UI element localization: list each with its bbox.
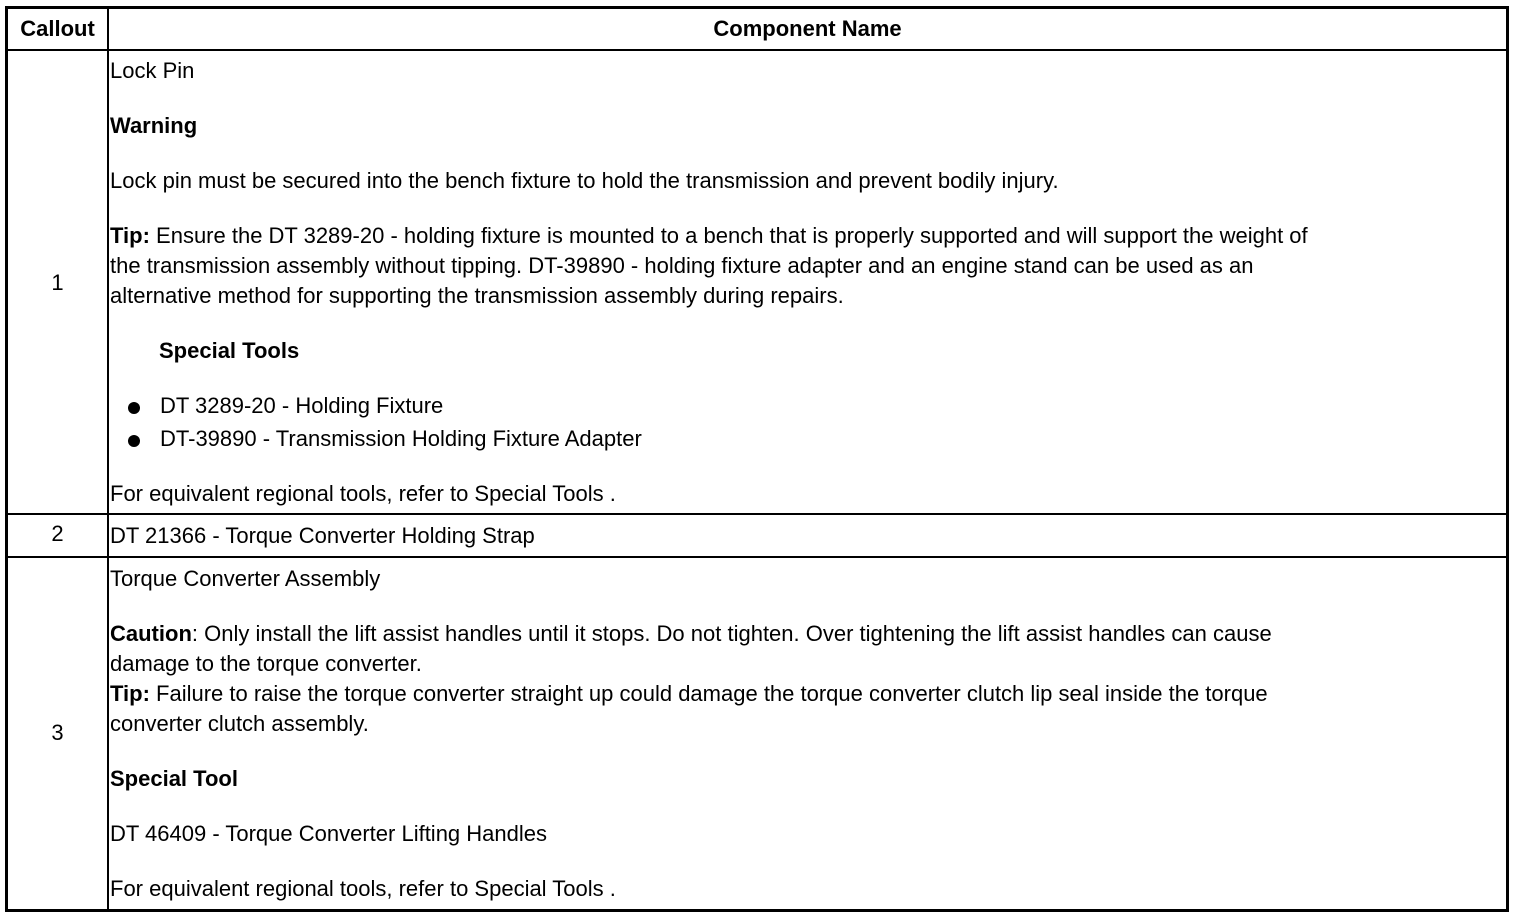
tip-line: converter clutch assembly.: [110, 711, 369, 736]
callout-number: 2: [51, 521, 64, 546]
tip-line: [110, 221, 1308, 251]
tip-text: Failure to raise the torque converter straight up could damage the torque converter clutch lip seal inside the torque: [149, 681, 1268, 706]
tip-label: Tip:: [110, 681, 150, 706]
tip-text: Ensure the DT 3289-20 - holding fixture is mounted to a bench that is properly supported and will support the weight of: [149, 223, 1308, 248]
row1-title: Lock Pin: [110, 58, 195, 83]
caution-label: Caution: [110, 621, 192, 646]
warning-label: Warning: [110, 113, 198, 138]
special-tool-heading: Special Tool: [110, 766, 238, 791]
equivalent-tools-note: For equivalent regional tools, refer to Special Tools .: [110, 876, 616, 901]
callout-number: 1: [51, 270, 64, 295]
row-divider: [8, 513, 1506, 515]
caution-text: : Only install the lift assist handles until it stops. Do not tighten. Over tightening the lift assist handles can cause: [191, 621, 1272, 646]
row-divider: [8, 556, 1506, 558]
tool-item: DT 3289-20 - Holding Fixture: [160, 393, 444, 418]
row3-title: Torque Converter Assembly: [110, 566, 381, 591]
caution-line: [110, 619, 1272, 649]
tip-line: alternative method for supporting the transmission assembly during repairs.: [110, 283, 844, 308]
tip-line: [110, 679, 1268, 709]
tool-item: DT-39890 - Transmission Holding Fixture Adapter: [160, 426, 642, 451]
bullet-icon: [128, 402, 140, 414]
component-table: [5, 6, 1509, 912]
callout-number: 3: [51, 720, 64, 745]
special-tools-heading: Special Tools: [159, 338, 300, 363]
column-divider: [107, 9, 109, 909]
header-component-name: Component Name: [713, 16, 902, 41]
warning-text: Lock pin must be secured into the bench fixture to hold the transmission and prevent bodily injury.: [110, 168, 1059, 193]
bullet-icon: [128, 435, 140, 447]
row2-title: DT 21366 - Torque Converter Holding Strap: [110, 523, 535, 548]
equivalent-tools-note: For equivalent regional tools, refer to Special Tools .: [110, 481, 616, 506]
tip-label: Tip:: [110, 223, 150, 248]
tip-line: the transmission assembly without tipping. DT-39890 - holding fixture adapter and an engine stand can be used as an: [110, 253, 1254, 278]
tool-item: DT 46409 - Torque Converter Lifting Handles: [110, 821, 547, 846]
header-callout: Callout: [20, 16, 95, 41]
caution-line: damage to the torque converter.: [110, 651, 422, 676]
header-divider: [8, 49, 1506, 51]
